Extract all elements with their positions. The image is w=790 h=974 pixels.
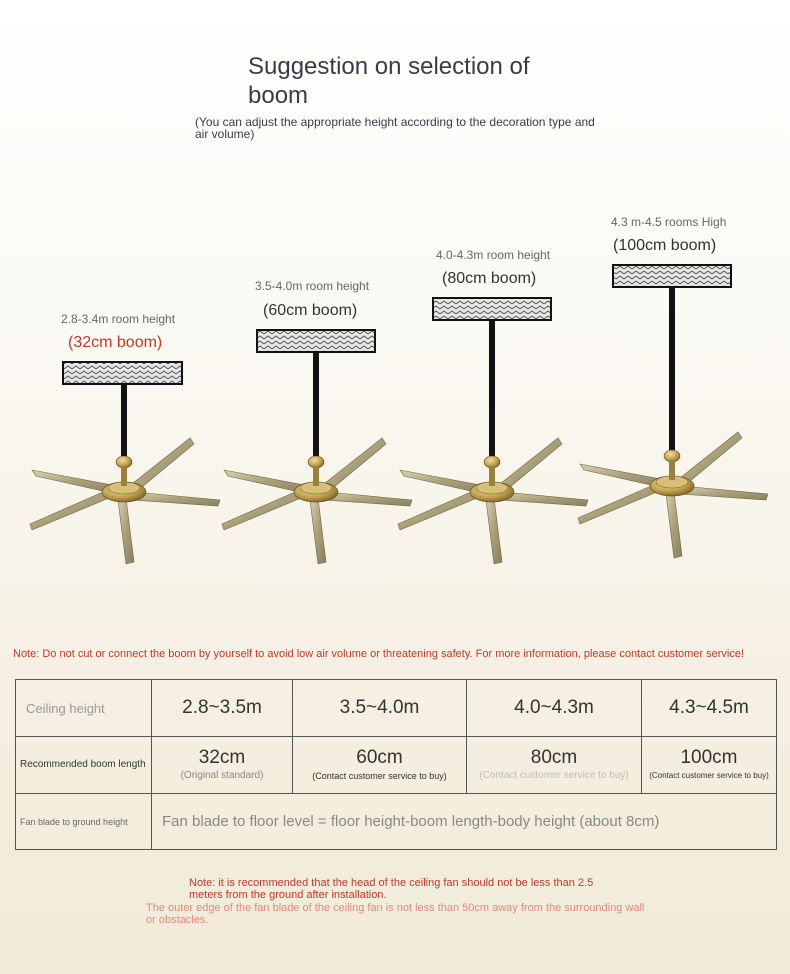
boom-length-cell xyxy=(293,737,467,794)
fan-4-boom-label: (100cm boom) xyxy=(613,237,717,254)
boom-spec-table xyxy=(15,679,777,850)
ceiling-height-cell: 2.8~3.5m xyxy=(152,680,293,737)
install-height-note: Note: it is recommended that the head of the ceiling fan should not be less than 2.5 meters from the ground after installation. xyxy=(189,877,594,901)
ceiling-height-cell: 3.5~4.0m xyxy=(293,680,467,737)
boom-length-note: (Contact customer service to buy) xyxy=(649,771,769,780)
page-title: Suggestion on selection of boom xyxy=(248,53,530,109)
fan-2-room-label: 3.5-4.0m room height xyxy=(255,279,370,293)
table-row xyxy=(16,794,777,850)
fan-2-boom-label: (60cm boom) xyxy=(263,302,358,319)
boom-length-value: 32cm xyxy=(198,747,246,768)
boom-length-cell xyxy=(467,737,642,794)
boom-length-note: (Contact customer service to buy) xyxy=(312,771,447,781)
table-row xyxy=(16,737,777,794)
page-subtitle: (You can adjust the appropriate height according to the decoration type and air volume) xyxy=(195,115,595,141)
boom-length-note: (Original standard) xyxy=(180,770,264,781)
boom-length-cell xyxy=(642,737,777,794)
fan-1-room-label: 2.8-3.4m room height xyxy=(61,312,176,326)
boom-length-value: 100cm xyxy=(680,747,738,768)
ceiling-height-header: Ceiling height xyxy=(16,680,152,737)
blade-ground-formula: Fan blade to floor level = floor height-boom length-body height (about 8cm) xyxy=(152,794,777,850)
table-row xyxy=(16,680,777,737)
clearance-note: The outer edge of the fan blade of the ceiling fan is not less than 50cm away from the surrounding wall or obstacles. xyxy=(146,902,645,926)
blade-ground-header: Fan blade to ground height xyxy=(16,794,152,850)
fan-1-boom-label: (32cm boom) xyxy=(68,334,163,351)
fan-3-boom-label: (80cm boom) xyxy=(442,270,537,287)
fan-4-room-label: 4.3 m-4.5 rooms High xyxy=(611,215,727,229)
boom-length-value: 80cm xyxy=(530,747,578,768)
fan-1 xyxy=(30,362,220,564)
ceiling-height-cell: 4.0~4.3m xyxy=(467,680,642,737)
boom-length-header: Recommended boom length xyxy=(16,737,152,794)
safety-note: Note: Do not cut or connect the boom by yourself to avoid low air volume or threatening safety. For more information, please contact customer service! xyxy=(13,648,745,660)
boom-length-cell xyxy=(152,737,293,794)
boom-length-note: (Contact customer service to buy) xyxy=(479,770,629,781)
fan-2 xyxy=(222,330,412,564)
fan-4 xyxy=(578,265,768,558)
fan-3-room-label: 4.0-4.3m room height xyxy=(436,248,551,262)
boom-length-value: 60cm xyxy=(356,747,403,768)
fan-3 xyxy=(398,298,588,564)
ceiling-height-cell: 4.3~4.5m xyxy=(642,680,777,737)
